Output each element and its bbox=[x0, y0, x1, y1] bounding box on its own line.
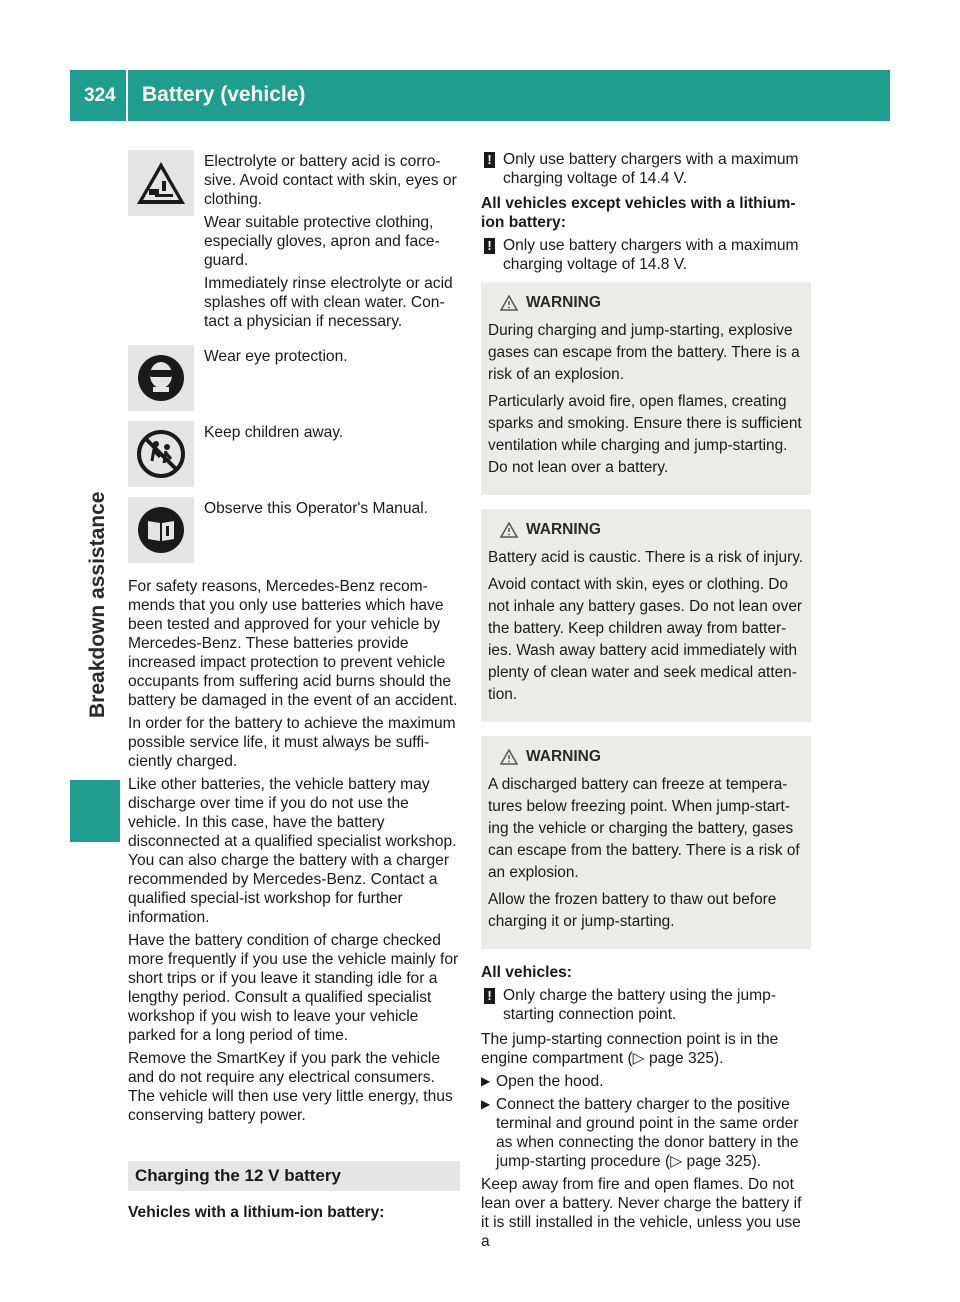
eye-protection-icon bbox=[128, 345, 194, 411]
fire-safety-paragraph: Keep away from fire and open flames. Do not lean over a battery. Never charge the battery if it is still installed in the vehicle, unless you use a bbox=[481, 1176, 802, 1250]
step-1 bbox=[481, 1072, 811, 1091]
safety-item-manual bbox=[128, 497, 460, 563]
warning-box-2 bbox=[481, 509, 811, 722]
note-1-text: Only use battery chargers with a maximum charging voltage of 14.4 V. bbox=[503, 151, 799, 187]
body-paragraph-4: Have the battery condition of charge checked more frequently if you use the vehicle mainly for short trips or if you leave it standing idle for a lengthy period. Consult a qualified specialist workshop if you wish to leave your vehicle parked for a long period of time. bbox=[128, 932, 459, 1044]
exclamation-icon: ! bbox=[484, 238, 495, 254]
corrosive-text-2: Wear suitable protective clothing, especially gloves, apron and face-guard. bbox=[204, 214, 440, 269]
warning-triangle-icon bbox=[500, 522, 518, 538]
step-arrow-icon: ▶ bbox=[481, 1097, 491, 1111]
section-heading: Charging the 12 V battery bbox=[128, 1161, 460, 1191]
warning-label: WARNING bbox=[526, 521, 601, 538]
warning-box-3 bbox=[481, 736, 811, 949]
page-number: 324 bbox=[84, 85, 116, 106]
subheading-non-lithium: All vehicles except vehicles with a lithium-ion battery: bbox=[481, 195, 796, 231]
corrosive-text-1: Electrolyte or battery acid is corro-sive. Avoid contact with skin, eyes or clothing. bbox=[204, 153, 457, 208]
note-3-text: Only charge the battery using the jump-starting connection point. bbox=[503, 987, 777, 1023]
warning-triangle-icon bbox=[500, 749, 518, 765]
warning-1-text-1: During charging and jump-starting, explosive gases can escape from the battery. There is a risk of an explosion. bbox=[488, 322, 800, 383]
warning-2-text-2: Avoid contact with skin, eyes or clothing. Do not inhale any battery gases. Do not lean over the battery. Keep children away from batter-ies. Wash away battery acid immediately with plenty of clean water and seek medical atten-tion. bbox=[488, 576, 802, 703]
subheading-all-vehicles: All vehicles: bbox=[481, 964, 573, 981]
note-3 bbox=[481, 986, 811, 1024]
manual-text: Observe this Operator's Manual. bbox=[204, 500, 428, 517]
page-header bbox=[70, 70, 890, 121]
safety-item-eye-protection bbox=[128, 345, 460, 411]
note-1 bbox=[481, 150, 811, 188]
warning-1-text-2: Particularly avoid fire, open flames, creating sparks and smoking. Ensure there is sufficient ventilation while charging and jump-starting. Do not lean over a battery. bbox=[488, 393, 802, 476]
safety-item-children bbox=[128, 421, 460, 487]
warning-label: WARNING bbox=[526, 748, 601, 765]
exclamation-icon: ! bbox=[484, 152, 495, 168]
corrosive-text-3: Immediately rinse electrolyte or acid splashes off with clean water. Con-tact a physician if necessary. bbox=[204, 275, 453, 330]
warning-label: WARNING bbox=[526, 294, 601, 311]
warning-2-text-1: Battery acid is caustic. There is a risk of injury. bbox=[488, 549, 804, 566]
warning-3-text-1: A discharged battery can freeze at tempera-tures below freezing point. When jump-start-ing the vehicle or charging the battery, gases can escape from the battery. There is a risk of an explosion. bbox=[488, 776, 800, 881]
step-arrow-icon: ▶ bbox=[481, 1074, 491, 1088]
chapter-tab-marker bbox=[70, 780, 120, 842]
header-divider bbox=[126, 70, 128, 121]
step-2-text: Connect the battery charger to the positive terminal and ground point in the same order as when connecting the donor battery in the jump-starting procedure (▷ page 325). bbox=[496, 1096, 799, 1170]
body-paragraph-1: For safety reasons, Mercedes-Benz recom-mends that you only use batteries which have been tested and approved for your vehicle by Mercedes-Benz. These batteries provide increased impact protection to prevent vehicle occupants from suffering acid burns should the battery be damaged in the event of an accident. bbox=[128, 578, 458, 709]
keep-children-away-icon bbox=[128, 421, 194, 487]
subheading-lithium: Vehicles with a lithium-ion battery: bbox=[128, 1204, 385, 1221]
step-2 bbox=[481, 1095, 811, 1171]
note-2 bbox=[481, 236, 811, 274]
exclamation-icon: ! bbox=[484, 988, 495, 1004]
warning-box-1 bbox=[481, 282, 811, 495]
note-2-text: Only use battery chargers with a maximum charging voltage of 14.8 V. bbox=[503, 237, 799, 273]
right-column bbox=[481, 150, 811, 1255]
safety-item-corrosive bbox=[128, 150, 460, 335]
corrosive-warning-icon bbox=[128, 150, 194, 216]
operators-manual-icon bbox=[128, 497, 194, 563]
eye-protection-text: Wear eye protection. bbox=[204, 348, 348, 365]
step-1-text: Open the hood. bbox=[496, 1073, 604, 1090]
left-column bbox=[128, 150, 460, 1226]
warning-3-text-2: Allow the frozen battery to thaw out before charging it or jump-starting. bbox=[488, 891, 777, 930]
body-paragraph-5: Remove the SmartKey if you park the vehicle and do not require any electrical consumers. The vehicle will then use very little energy, thus conserving battery power. bbox=[128, 1050, 453, 1124]
warning-triangle-icon bbox=[500, 295, 518, 311]
body-paragraph-3: Like other batteries, the vehicle battery may discharge over time if you do not use the vehicle. In this case, have the battery disconnected at a qualified specialist workshop. You can also charge the battery with a charger recommended by Mercedes-Benz. Contact a qualified special-ist workshop for further information. bbox=[128, 776, 457, 926]
connection-point-paragraph: The jump-starting connection point is in the engine compartment (▷ page 325). bbox=[481, 1031, 779, 1067]
page-title: Battery (vehicle) bbox=[142, 83, 306, 106]
body-paragraph-2: In order for the battery to achieve the maximum possible service life, it must always be suffi-ciently charged. bbox=[128, 715, 456, 770]
children-text: Keep children away. bbox=[204, 424, 344, 441]
chapter-side-label: Breakdown assistance bbox=[86, 491, 109, 718]
